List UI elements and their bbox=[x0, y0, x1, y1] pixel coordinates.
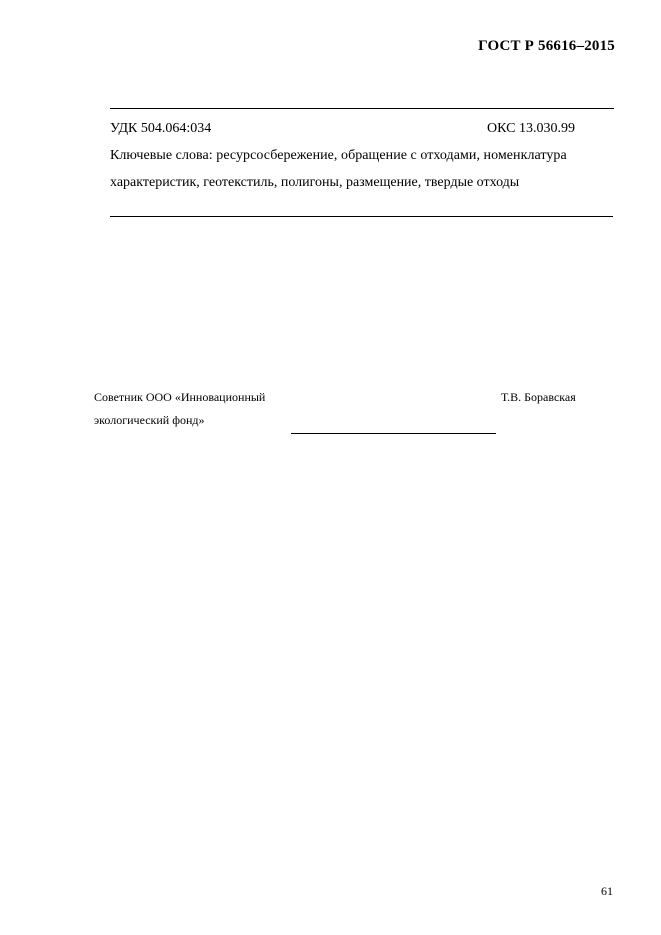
page-number: 61 bbox=[601, 884, 613, 898]
signer-name: Т.В. Боравская bbox=[501, 390, 576, 404]
oks-code: ОКС 13.030.99 bbox=[487, 121, 575, 136]
udk-code: УДК 504.064:034 bbox=[110, 121, 212, 136]
keywords-line-1: Ключевые слова: ресурсосбережение, обращение с отходами, номенклатура bbox=[110, 148, 567, 163]
signer-role-line-1: Советник ООО «Инновационный bbox=[94, 390, 266, 404]
keywords-line-2: характеристик, геотекстиль, полигоны, размещение, твердые отходы bbox=[110, 175, 520, 190]
top-divider bbox=[110, 108, 614, 109]
bottom-divider bbox=[110, 216, 613, 217]
standard-code: ГОСТ Р 56616–2015 bbox=[478, 38, 615, 54]
signature-line bbox=[291, 433, 496, 434]
signer-role-line-2: экологический фонд» bbox=[94, 413, 205, 427]
